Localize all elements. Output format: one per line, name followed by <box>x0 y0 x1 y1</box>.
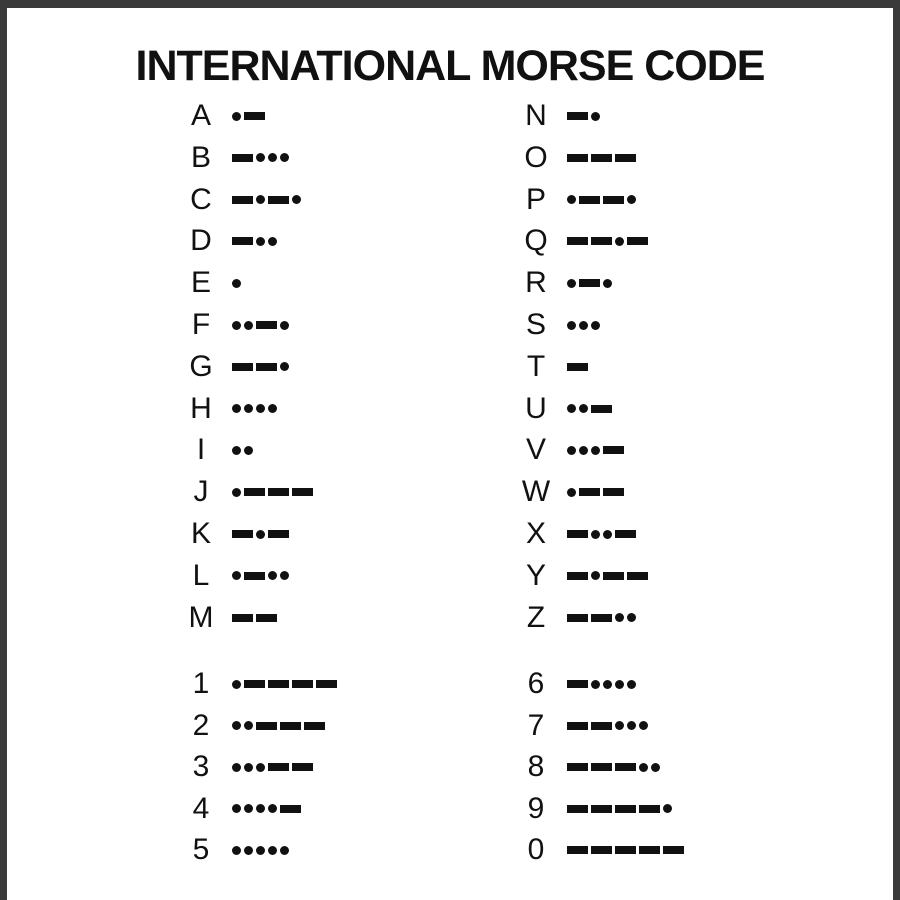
morse-dot <box>232 571 241 580</box>
morse-character: D <box>190 224 212 258</box>
morse-dot <box>603 279 612 288</box>
morse-code-sequence <box>567 514 639 554</box>
morse-character: K <box>190 517 211 550</box>
morse-dot <box>244 321 253 330</box>
morse-dash <box>232 196 253 204</box>
morse-dash <box>292 680 313 688</box>
morse-code-sequence <box>232 430 256 470</box>
morse-character: 7 <box>527 708 545 742</box>
morse-dash <box>280 722 301 730</box>
morse-dash <box>567 722 588 730</box>
morse-dot <box>603 680 612 689</box>
morse-code-sequence <box>567 747 663 787</box>
morse-character: 5 <box>192 833 210 867</box>
morse-dot <box>292 195 301 204</box>
morse-dot <box>280 362 289 371</box>
morse-dot <box>256 763 265 772</box>
morse-row <box>521 747 663 787</box>
morse-dot <box>627 613 636 622</box>
morse-dot <box>567 195 576 204</box>
morse-dot <box>232 279 241 288</box>
morse-dot <box>591 112 600 121</box>
morse-row <box>186 472 316 512</box>
morse-dot <box>256 237 265 246</box>
morse-dash <box>591 805 612 813</box>
morse-dot <box>603 530 612 539</box>
morse-dot <box>256 153 265 162</box>
morse-dash <box>292 763 313 771</box>
morse-code-sequence <box>232 514 292 554</box>
morse-code-sequence <box>567 389 615 429</box>
morse-dot <box>268 571 277 580</box>
morse-dot <box>268 153 277 162</box>
morse-row <box>186 305 292 345</box>
morse-dot <box>567 404 576 413</box>
morse-character: G <box>189 349 213 383</box>
morse-dash <box>232 237 253 245</box>
morse-dot <box>567 279 576 288</box>
morse-character: L <box>192 558 210 592</box>
morse-row <box>521 347 591 387</box>
morse-dot <box>232 321 241 330</box>
morse-code-sequence <box>232 598 280 638</box>
morse-code-sequence <box>232 389 280 429</box>
morse-dot <box>268 846 277 855</box>
morse-row <box>186 263 244 303</box>
morse-dot <box>232 446 241 455</box>
morse-character: R <box>525 266 547 300</box>
morse-code-sequence <box>232 706 328 746</box>
morse-dash <box>639 805 660 813</box>
morse-dot <box>280 571 289 580</box>
morse-dot <box>232 488 241 497</box>
morse-dot <box>567 321 576 330</box>
morse-character: 2 <box>192 708 210 742</box>
morse-row <box>521 305 603 345</box>
morse-dash <box>615 846 636 854</box>
morse-dot <box>232 804 241 813</box>
morse-dot <box>232 721 241 730</box>
morse-dash <box>304 722 325 730</box>
morse-code-sequence <box>567 305 603 345</box>
morse-dash <box>316 680 337 688</box>
morse-code-sequence <box>232 305 292 345</box>
morse-dash <box>579 196 600 204</box>
morse-dash <box>591 846 612 854</box>
morse-dash <box>256 722 277 730</box>
morse-row <box>186 598 280 638</box>
morse-dot <box>256 530 265 539</box>
morse-dot <box>256 195 265 204</box>
morse-dot <box>268 804 277 813</box>
morse-character: Q <box>524 224 548 258</box>
morse-dash <box>232 363 253 371</box>
morse-dot <box>639 763 648 772</box>
morse-dot <box>615 613 624 622</box>
morse-character: X <box>525 517 546 550</box>
morse-dash <box>663 846 684 854</box>
page-title: INTERNATIONAL MORSE CODE <box>135 42 765 90</box>
morse-dot <box>591 680 600 689</box>
morse-code-sequence <box>232 472 316 512</box>
morse-code-sequence <box>232 96 268 136</box>
morse-dot <box>627 680 636 689</box>
morse-row <box>521 96 603 136</box>
morse-code-sequence <box>232 221 280 261</box>
morse-dash <box>639 846 660 854</box>
morse-row <box>186 789 304 829</box>
morse-character: C <box>190 182 212 216</box>
morse-dash <box>579 488 600 496</box>
morse-row <box>186 347 292 387</box>
morse-dash <box>232 614 253 622</box>
morse-dash <box>567 572 588 580</box>
morse-code-sequence <box>567 180 639 220</box>
morse-code-sequence <box>232 664 340 704</box>
morse-row <box>186 556 292 596</box>
morse-dot <box>256 404 265 413</box>
morse-dot <box>615 721 624 730</box>
morse-dot <box>663 804 672 813</box>
morse-dash <box>567 112 588 120</box>
morse-row <box>186 138 292 178</box>
morse-dash <box>591 154 612 162</box>
morse-character: H <box>190 391 212 425</box>
morse-character: I <box>196 433 206 467</box>
morse-code-sequence <box>567 706 651 746</box>
morse-dot <box>627 195 636 204</box>
morse-dash <box>244 680 265 688</box>
morse-code-sequence <box>232 789 304 829</box>
morse-dot <box>627 721 636 730</box>
morse-row <box>186 706 328 746</box>
morse-code-sequence <box>567 472 627 512</box>
morse-dash <box>615 154 636 162</box>
morse-character: A <box>190 99 211 132</box>
morse-dash <box>268 680 289 688</box>
morse-dot <box>244 846 253 855</box>
morse-row <box>521 556 651 596</box>
morse-row <box>521 830 687 870</box>
morse-row <box>521 221 651 261</box>
morse-dot <box>232 763 241 772</box>
morse-character: F <box>191 308 211 341</box>
morse-dash <box>268 530 289 538</box>
morse-character: 0 <box>527 833 545 867</box>
morse-code-sequence <box>232 747 316 787</box>
morse-dash <box>627 237 648 245</box>
morse-dot <box>579 404 588 413</box>
morse-character: 1 <box>192 667 210 700</box>
morse-dot <box>232 112 241 121</box>
morse-row <box>186 389 280 429</box>
morse-dot <box>591 530 600 539</box>
morse-row <box>521 263 615 303</box>
morse-dash <box>268 488 289 496</box>
morse-dash <box>567 154 588 162</box>
morse-character: Y <box>525 558 546 592</box>
morse-dash <box>244 488 265 496</box>
morse-dot <box>268 237 277 246</box>
morse-dot <box>615 680 624 689</box>
morse-dot <box>256 846 265 855</box>
morse-dot <box>651 763 660 772</box>
morse-dash <box>232 154 253 162</box>
morse-character: B <box>190 140 211 174</box>
morse-row <box>186 430 256 470</box>
morse-dash <box>603 196 624 204</box>
morse-dash <box>603 488 624 496</box>
morse-dash <box>567 237 588 245</box>
morse-code-sequence <box>567 789 675 829</box>
morse-dash <box>567 846 588 854</box>
morse-character: J <box>193 475 209 509</box>
morse-dot <box>615 237 624 246</box>
morse-row <box>521 664 639 704</box>
morse-dot <box>244 804 253 813</box>
document-sheet <box>7 8 893 900</box>
morse-dash <box>567 614 588 622</box>
morse-dash <box>567 363 588 371</box>
morse-character: 6 <box>527 667 545 700</box>
morse-dot <box>579 321 588 330</box>
morse-dash <box>268 196 289 204</box>
morse-dash <box>627 572 648 580</box>
morse-code-sequence <box>567 430 627 470</box>
morse-row <box>186 830 292 870</box>
morse-dot <box>591 446 600 455</box>
morse-dash <box>280 805 301 813</box>
morse-code-sequence <box>567 664 639 704</box>
morse-dash <box>615 530 636 538</box>
morse-code-sequence <box>232 347 292 387</box>
morse-dash <box>579 279 600 287</box>
morse-character: O <box>524 140 548 174</box>
morse-character: V <box>525 433 546 467</box>
morse-dot <box>280 846 289 855</box>
morse-code-sequence <box>567 221 651 261</box>
morse-code-sequence <box>567 138 639 178</box>
morse-character: T <box>526 349 546 383</box>
morse-row <box>186 96 268 136</box>
morse-dot <box>280 321 289 330</box>
morse-dash <box>615 763 636 771</box>
morse-code-sequence <box>232 830 292 870</box>
morse-character: 8 <box>527 750 545 784</box>
morse-row <box>186 747 316 787</box>
morse-dash <box>603 572 624 580</box>
morse-dash <box>591 237 612 245</box>
morse-dot <box>579 446 588 455</box>
morse-dash <box>591 405 612 413</box>
morse-row <box>521 138 639 178</box>
morse-dot <box>244 446 253 455</box>
morse-dot <box>591 321 600 330</box>
morse-dash <box>567 805 588 813</box>
morse-dot <box>567 488 576 497</box>
morse-character: 9 <box>527 791 545 825</box>
morse-code-sequence <box>232 263 244 303</box>
morse-dash <box>567 763 588 771</box>
morse-row <box>521 180 639 220</box>
morse-dash <box>615 805 636 813</box>
morse-dash <box>232 530 253 538</box>
morse-row <box>186 514 292 554</box>
morse-character: E <box>190 266 211 300</box>
morse-character: M <box>188 600 214 634</box>
morse-code-sequence <box>232 138 292 178</box>
morse-code-sequence <box>232 180 304 220</box>
morse-dash <box>567 680 588 688</box>
morse-dash <box>244 112 265 120</box>
morse-dot <box>591 571 600 580</box>
morse-code-sequence <box>567 263 615 303</box>
morse-dash <box>256 363 277 371</box>
morse-code-sequence <box>567 347 591 387</box>
morse-dash <box>591 763 612 771</box>
morse-character: 3 <box>192 750 210 784</box>
morse-code-sequence <box>567 830 687 870</box>
morse-dash <box>567 530 588 538</box>
morse-dot <box>232 680 241 689</box>
morse-row <box>521 789 675 829</box>
morse-dot <box>244 721 253 730</box>
morse-dot <box>232 846 241 855</box>
morse-dot <box>244 404 253 413</box>
morse-row <box>521 389 615 429</box>
morse-character: 4 <box>192 791 210 825</box>
morse-code-sequence <box>567 96 603 136</box>
morse-dash <box>256 614 277 622</box>
morse-character: P <box>525 182 546 216</box>
morse-character: W <box>521 475 551 509</box>
morse-code-sequence <box>232 556 292 596</box>
morse-row <box>186 180 304 220</box>
morse-dash <box>268 763 289 771</box>
morse-dot <box>268 404 277 413</box>
morse-dash <box>256 321 277 329</box>
morse-row <box>521 514 639 554</box>
morse-dash <box>591 722 612 730</box>
morse-row <box>521 598 639 638</box>
morse-row <box>521 472 627 512</box>
morse-character: Z <box>526 600 546 634</box>
morse-character: S <box>525 308 546 341</box>
morse-dash <box>292 488 313 496</box>
morse-character: U <box>525 391 547 425</box>
morse-dash <box>603 446 624 454</box>
morse-dot <box>244 763 253 772</box>
morse-dash <box>244 572 265 580</box>
morse-character: N <box>525 99 547 132</box>
morse-dot <box>639 721 648 730</box>
morse-dot <box>280 153 289 162</box>
morse-dot <box>256 804 265 813</box>
morse-row <box>186 664 340 704</box>
morse-dash <box>591 614 612 622</box>
morse-dot <box>567 446 576 455</box>
morse-row <box>186 221 280 261</box>
morse-code-sequence <box>567 556 651 596</box>
morse-code-sequence <box>567 598 639 638</box>
morse-row <box>521 706 651 746</box>
morse-dot <box>232 404 241 413</box>
morse-row <box>521 430 627 470</box>
